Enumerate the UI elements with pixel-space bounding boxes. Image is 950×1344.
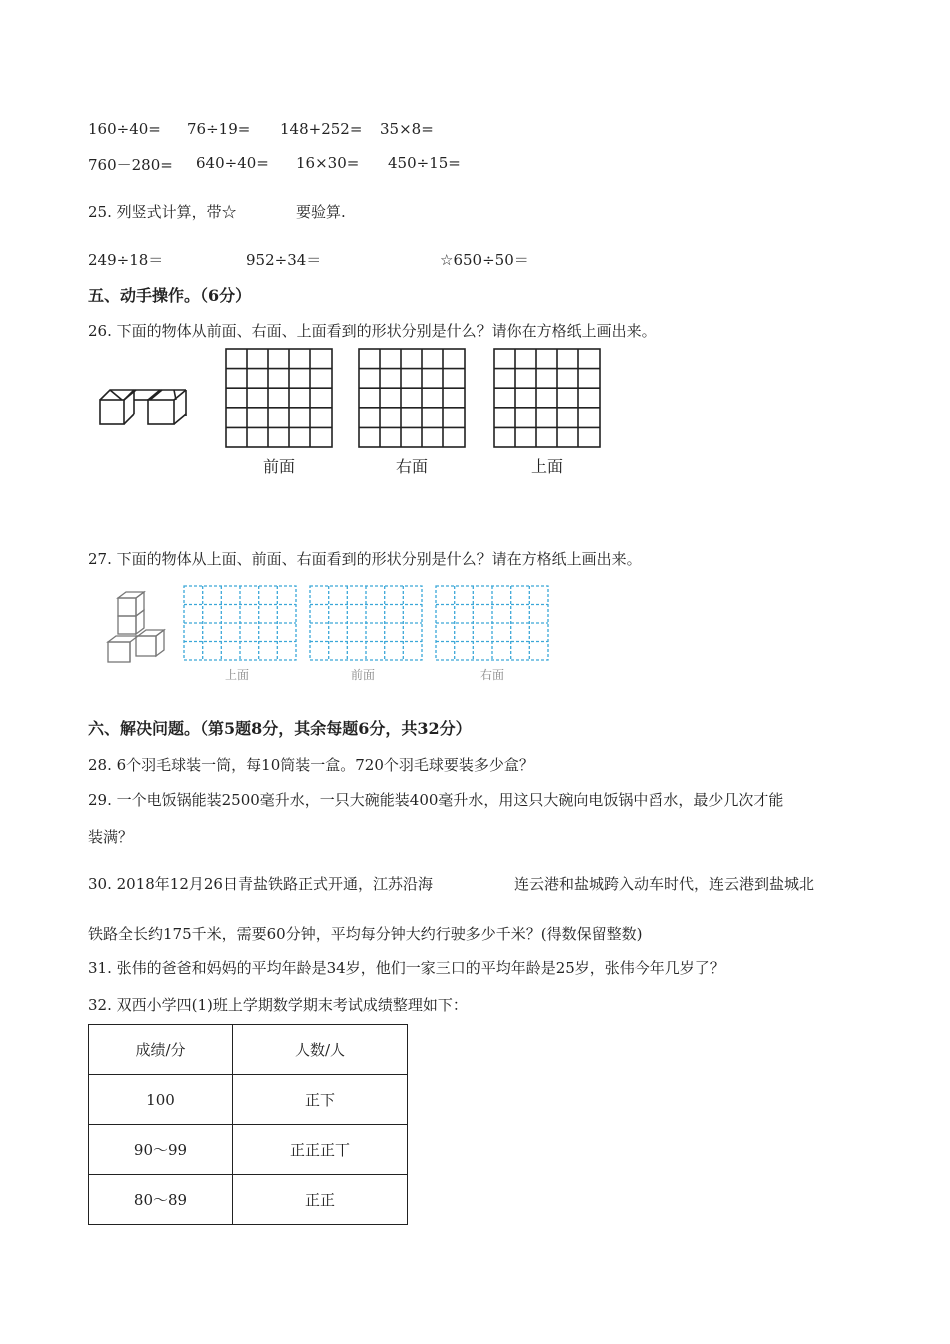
table-header-row	[89, 1025, 408, 1075]
q25-prefix: 25. 列竖式计算，带☆	[88, 203, 237, 221]
front-view-label: 前面	[262, 457, 295, 476]
calc-item: 160÷40=	[88, 120, 161, 138]
q29-text-line1: 29. 一个电饭锅能装2500毫升水，一只大碗能装400毫升水，用这只大碗向电饭锅中舀水，最少几次才能	[88, 791, 784, 809]
front-view-grid	[225, 348, 333, 448]
score-range: 80～89	[89, 1175, 233, 1225]
q28-text: 28. 6个羽毛球装一筒，每10筒装一盒。720个羽毛球要装多少盒？	[88, 756, 534, 774]
score-table	[88, 1024, 408, 1225]
tally-count: 正正正丅	[233, 1125, 408, 1175]
calc-item: 760－280=	[88, 156, 173, 174]
calc-item: 640÷40=	[196, 154, 269, 172]
score-range: 100	[89, 1075, 233, 1125]
section-heading: 六、解决问题。（第5题8分，其余每题6分，共32分）	[88, 719, 472, 738]
q25-suffix: 要验算.	[296, 203, 346, 221]
table-row	[89, 1175, 408, 1225]
q27-top-grid	[183, 585, 297, 661]
q30-text-part2: 连云港和盐城跨入动车时代，连云港到盐城北	[514, 875, 815, 893]
tally-count: 正下	[233, 1075, 408, 1125]
q30-text-part1: 30. 2018年12月26日青盐铁路正式开通，江苏沿海	[88, 875, 433, 893]
top-view-grid	[493, 348, 601, 448]
calc-item: 148+252=	[280, 120, 363, 138]
cube-object-figure	[98, 384, 190, 428]
tally-count: 正正	[233, 1175, 408, 1225]
score-range: 90～99	[89, 1125, 233, 1175]
q27-top-label: 上面	[224, 668, 249, 682]
table-row	[89, 1075, 408, 1125]
q27-text: 27. 下面的物体从上面、前面、右面看到的形状分别是什么？请在方格纸上画出来。	[88, 550, 642, 568]
calc-item: 16×30=	[296, 154, 360, 172]
q29-text-line2: 装满？	[88, 828, 134, 846]
table-header: 人数/人	[233, 1025, 408, 1075]
right-view-label: 右面	[395, 457, 428, 476]
top-view-label: 上面	[530, 457, 563, 476]
q31-text: 31. 张伟的爸爸和妈妈的平均年龄是34岁，他们一家三口的平均年龄是25岁，张伟今年几岁了？	[88, 959, 725, 977]
q27-front-grid	[309, 585, 423, 661]
table-header: 成绩/分	[89, 1025, 233, 1075]
calc-item: 76÷19=	[187, 120, 251, 138]
section-heading: 五、动手操作。（6分）	[88, 286, 252, 305]
table-row	[89, 1125, 408, 1175]
q30-text-line2: 铁路全长约175千米，需要60分钟，平均每分钟大约行驶多少千米？(得数保留整数)	[88, 925, 643, 943]
q32-text: 32. 双西小学四(1)班上学期数学期末考试成绩整理如下：	[88, 996, 468, 1014]
right-view-grid	[358, 348, 466, 448]
q27-right-label: 右面	[479, 668, 504, 682]
stacked-cubes-figure	[106, 590, 168, 666]
calc-item: 450÷15=	[388, 154, 461, 172]
q26-text: 26. 下面的物体从前面、右面、上面看到的形状分别是什么？请你在方格纸上画出来。	[88, 322, 657, 340]
calc-item: 35×8=	[380, 120, 434, 138]
q25-item: 249÷18＝	[88, 251, 164, 269]
q27-right-grid	[435, 585, 549, 661]
q25-item: 952÷34＝	[246, 251, 322, 269]
q27-front-label: 前面	[350, 668, 375, 682]
q25-item: ☆650÷50＝	[440, 251, 529, 269]
